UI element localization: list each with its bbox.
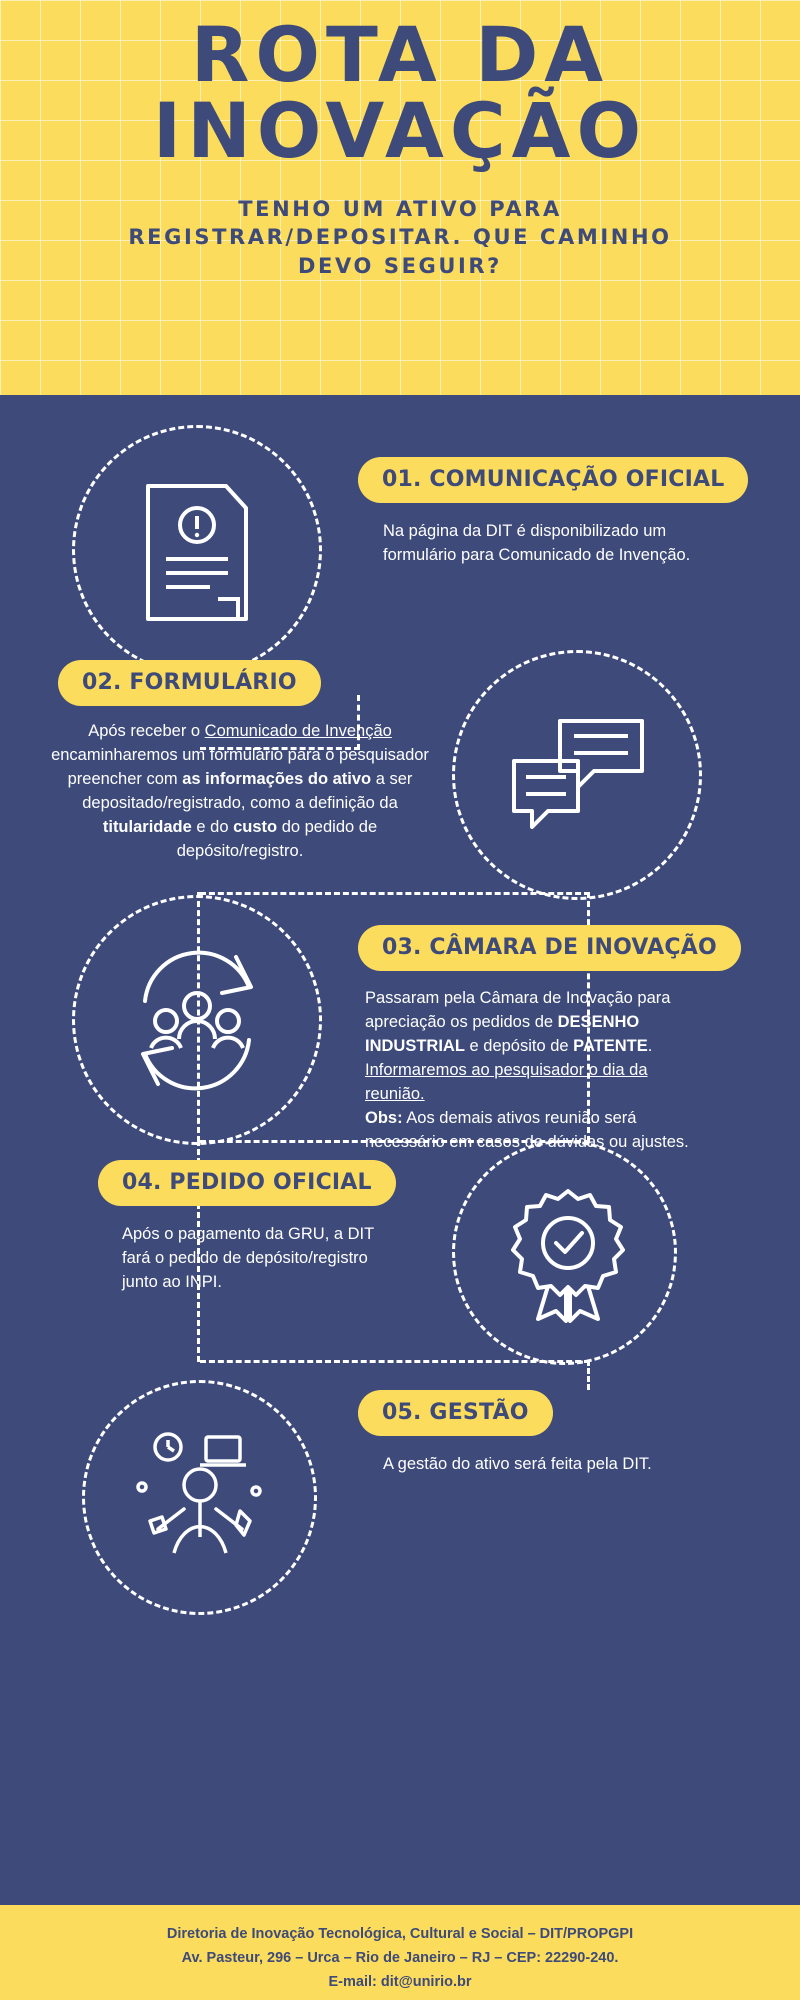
page-title-line2: INOVAÇÃO bbox=[152, 86, 648, 176]
connector-vert-5 bbox=[587, 1360, 590, 1390]
step-03-label[interactable]: 03. CÂMARA DE INOVAÇÃO bbox=[358, 925, 741, 971]
page-subtitle-line2: REGISTRAR/DEPOSITAR. QUE CAMINHO bbox=[128, 225, 672, 250]
person-management-icon bbox=[128, 1425, 273, 1570]
page-subtitle-line1: TENHO UM ATIVO PARA bbox=[238, 196, 562, 221]
page-subtitle-line3: DEVO SEGUIR? bbox=[298, 253, 502, 278]
step-02-label[interactable]: 02. FORMULÁRIO bbox=[58, 660, 321, 706]
footer-line-3: E-mail: dit@unirio.br bbox=[328, 1973, 472, 1990]
connector-4-5 bbox=[200, 1360, 590, 1363]
step-03-description: Passaram pela Câmara de Inovação para apreciação os pedidos de DESENHO INDUSTRIAL e depósito de PATENTE. Informaremos ao pesquisador o dia da reunião. Obs: Aos demais ativos reunião será necessário em casos de dúvidas ou ajustes. bbox=[365, 989, 689, 1151]
people-cycle-icon bbox=[118, 943, 276, 1098]
step-04-label[interactable]: 04. PEDIDO OFICIAL bbox=[98, 1160, 396, 1206]
footer-contact bbox=[0, 1905, 800, 2000]
step-02-description: Após receber o Comunicado de Invenção encaminharemos um formulário para o pesquisador preencher com as informações do ativo a ser depositado/registrado, como a definição da titularidade e do custo do pedido de depósito/registro. bbox=[51, 722, 429, 860]
step-01-description: Na página da DIT é disponibilizado um formulário para Comunicado de Invenção. bbox=[383, 522, 691, 564]
connector-2-3 bbox=[200, 892, 590, 895]
chat-bubbles-icon bbox=[508, 715, 648, 835]
step-05-label[interactable]: 05. GESTÃO bbox=[358, 1390, 553, 1436]
steps-area bbox=[0, 395, 800, 1905]
document-alert-icon bbox=[140, 480, 255, 625]
page-title-line1: ROTA DA bbox=[190, 10, 610, 99]
step-04-description: Após o pagamento da GRU, a DIT fará o pedido de depósito/registro junto ao INPI. bbox=[122, 1225, 374, 1291]
footer-line-1: Diretoria de Inovação Tecnológica, Cultural e Social – DIT/PROPGPI bbox=[166, 1926, 634, 1942]
page-subtitle bbox=[0, 195, 800, 280]
step-01-label[interactable]: 01. COMUNICAÇÃO OFICIAL bbox=[358, 457, 748, 503]
header-banner bbox=[0, 0, 800, 395]
footer-line-2: Av. Pasteur, 296 – Urca – Rio de Janeiro – RJ – CEP: 22290-240. bbox=[181, 1949, 619, 1966]
award-check-icon bbox=[508, 1185, 628, 1325]
step-05-description: A gestão do ativo será feita pela DIT. bbox=[383, 1455, 652, 1473]
